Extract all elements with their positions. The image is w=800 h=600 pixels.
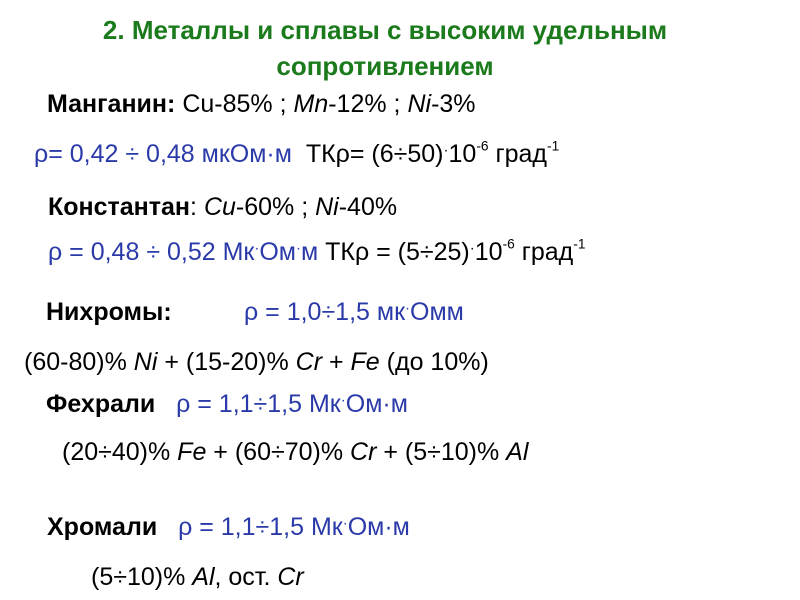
chromal-composition: (5÷10)% Al, ост. Cr — [91, 563, 304, 591]
ni-value: -40% — [338, 193, 398, 221]
mn-value: -12% ; — [328, 90, 401, 118]
cu-symbol: Cu — [203, 193, 236, 221]
constantan-tk-dot: · — [469, 239, 475, 257]
slide-title-line-1: 2. Металлы и сплавы с высоким удельным — [102, 15, 668, 45]
manganin-tk: ТКρ= (6÷50) — [305, 140, 444, 168]
manganin-colon: : — [167, 90, 176, 118]
manganin-tk-ten: 10 — [448, 140, 477, 168]
nichrome-label: Нихромы: — [46, 298, 172, 326]
nichrome-row — [46, 298, 172, 327]
constantan-resistivity-row — [48, 238, 586, 267]
manganin-tk-exp: -6 — [476, 138, 489, 154]
constantan-rho: ρ = 0,48 ÷ 0,52 Мк·Ом·м — [48, 238, 319, 266]
manganin-row — [47, 90, 476, 119]
ni-symbol: Ni — [315, 193, 339, 221]
constantan-label: Константан — [48, 193, 191, 221]
chromal-label: Хромали — [47, 513, 158, 541]
cr-symbol: Cr — [277, 563, 304, 591]
mn-symbol: Mn — [293, 90, 329, 118]
cr-symbol: Cr — [350, 438, 377, 466]
cu-symbol: Cu — [182, 90, 215, 118]
constantan-tk: ТКρ = (5÷25) — [318, 238, 470, 266]
fechral-label: Фехрали — [46, 390, 156, 418]
constantan-tk-unit-exp: -1 — [573, 236, 586, 252]
cu-value: -85% ; — [214, 90, 287, 118]
fe-symbol: Fe — [177, 438, 207, 466]
constantan-row — [48, 193, 397, 222]
manganin-tk-unit: град — [488, 140, 548, 168]
al-symbol: Al — [506, 438, 529, 466]
manganin-label: Манганин — [47, 90, 168, 118]
manganin-tk-dot: · — [443, 141, 449, 159]
constantan-tk-exp: -6 — [502, 236, 515, 252]
nichrome-rho: ρ = 1,0÷1,5 мк·Омм — [244, 298, 464, 326]
manganin-tk-unit-exp: -1 — [547, 138, 560, 154]
fe-symbol: Fe — [350, 348, 380, 376]
cu-value: -60% ; — [235, 193, 309, 221]
manganin-rho: ρ= 0,42 ÷ 0,48 мкОм·м — [34, 140, 292, 168]
chromal-row — [47, 513, 410, 542]
constantan-tk-ten: 10 — [474, 238, 503, 266]
nichrome-composition: (60-80)% Ni + (15-20)% Cr + Fe (до 10%) — [24, 348, 489, 376]
fechral-rho: ρ = 1,1÷1,5 Мк·Ом·м — [176, 390, 408, 418]
cr-symbol: Cr — [295, 348, 323, 376]
manganin-resistivity-row — [34, 140, 559, 169]
constantan-tk-unit: град — [514, 238, 574, 266]
al-symbol: Al — [192, 563, 215, 591]
ni-symbol: Ni — [133, 348, 158, 376]
slide-title-line-2: сопротивлением — [276, 51, 494, 81]
chromal-rho: ρ = 1,1÷1,5 Мк·Ом·м — [178, 513, 410, 541]
ni-value: -3% — [431, 90, 476, 118]
ni-symbol: Ni — [407, 90, 432, 118]
constantan-colon: : — [190, 193, 197, 221]
fechral-composition: (20÷40)% Fe + (60÷70)% Cr + (5÷10)% Al — [62, 438, 529, 466]
fechral-row — [46, 390, 408, 419]
